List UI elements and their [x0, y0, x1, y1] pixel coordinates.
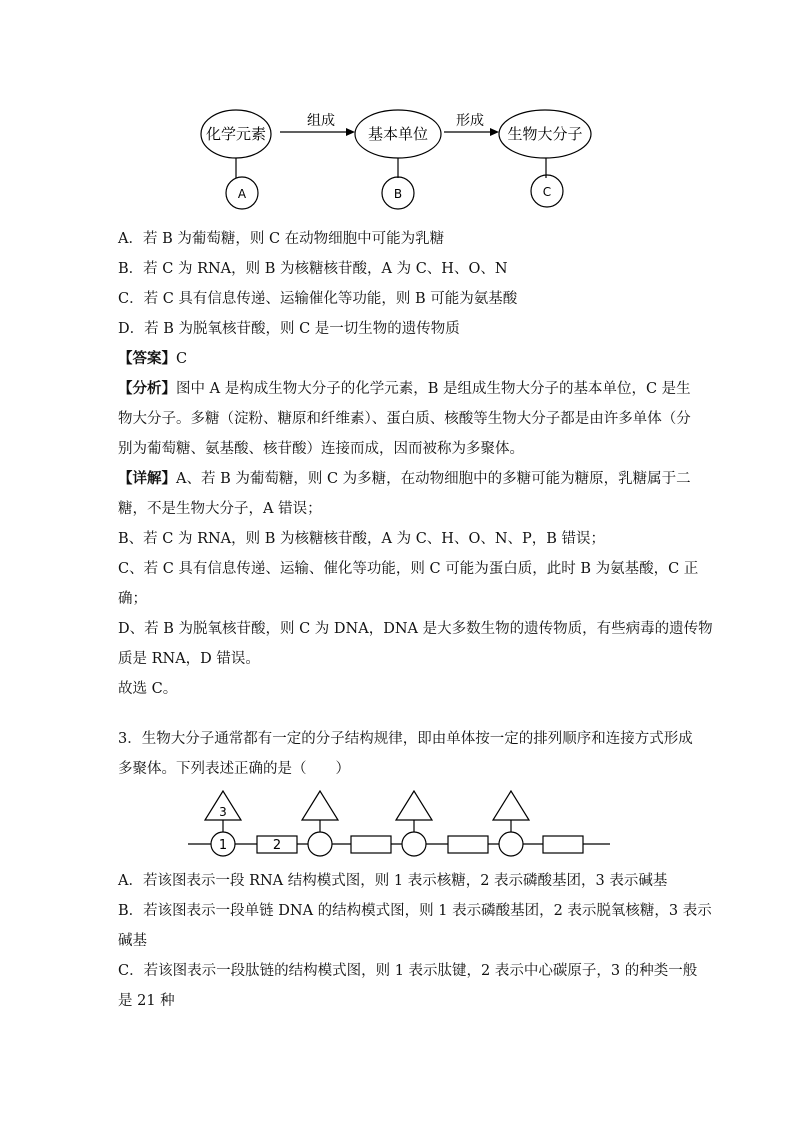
q2-detail-line-8: 故选 C。: [118, 681, 178, 697]
chain-label-2: 2: [272, 838, 282, 853]
chain-rect-4: [543, 836, 583, 853]
q3-option-c-line-1: C．若该图表示一段肽链的结构模式图，则 1 表示肽键，2 表示中心碳原子，3 的种类一般: [118, 963, 698, 979]
answer-tag: 【答案】: [118, 351, 176, 367]
chain-label-1: 1: [218, 838, 228, 853]
q2-detail-line-1: [118, 464, 691, 494]
arrow-form-head: [490, 128, 499, 136]
node-label-macromolecule: 生物大分子: [507, 125, 583, 143]
q3-options-block: [118, 866, 712, 1016]
q2-detail-line-3: B、若 C 为 RNA，则 B 为核糖核苷酸，A 为 C、H、O、N、P，B 错误；: [118, 531, 606, 547]
letter-c: C: [542, 185, 552, 199]
chain-triangle-3: [396, 791, 432, 820]
q2-detail-line-2: 糖，不是生物大分子，A 错误；: [118, 501, 322, 517]
q2-detail-line-6: D、若 B 为脱氧核苷酸，则 C 为 DNA，DNA 是大多数生物的遗传物质，有些病毒的遗传物: [118, 621, 713, 637]
q3-option-a: A．若该图表示一段 RNA 结构模式图，则 1 表示核糖，2 表示磷酸基团，3 表示碱基: [118, 873, 668, 889]
letter-a: A: [237, 187, 247, 201]
chain-circle-3: [402, 832, 426, 856]
chain-rect-3: [448, 836, 488, 853]
q2-detail-line-5: 确；: [118, 591, 147, 607]
chain-circle-2: [308, 832, 332, 856]
detail-tag: 【详解】: [118, 471, 176, 487]
chain-triangle-4: [493, 791, 529, 820]
q2-detail-line-4: C、若 C 具有信息传递、运输、催化等功能，则 C 可能为蛋白质，此时 B 为氨基酸，C 正: [118, 561, 699, 577]
chain-circle-4: [499, 832, 523, 856]
chain-rect-2: [351, 836, 391, 853]
chain-triangle-2: [302, 791, 338, 820]
q3-stem-line-2: 多聚体。下列表述正确的是（ ）: [118, 761, 350, 777]
arrow-label-compose: 组成: [307, 113, 335, 129]
q2-text-block: [118, 224, 713, 704]
q2-option-b: B．若 C 为 RNA，则 B 为核糖核苷酸，A 为 C、H、O、N: [118, 261, 508, 277]
arrow-label-form: 形成: [456, 113, 484, 129]
letter-b: B: [393, 187, 403, 201]
answer-value: C: [176, 351, 188, 367]
detail-text-1: A、若 B 为葡萄糖，则 C 为多糖，在动物细胞中的多糖可能为糖原，乳糖属于二: [176, 471, 691, 487]
q2-analysis-line-3: 别为葡萄糖、氨基酸、核苷酸）连接而成，因而被称为多聚体。: [118, 441, 524, 457]
q2-analysis-line-1: [118, 374, 691, 404]
q2-option-a: A．若 B 为葡萄糖，则 C 在动物细胞中可能为乳糖: [118, 231, 445, 247]
chain-label-3: 3: [219, 805, 227, 819]
analysis-tag: 【分析】: [118, 381, 176, 397]
analysis-text-1: 图中 A 是构成生物大分子的化学元素，B 是组成生物大分子的基本单位，C 是生: [176, 381, 691, 397]
q3-option-b-line-1: B．若该图表示一段单链 DNA 的结构模式图，则 1 表示磷酸基团，2 表示脱氧核糖，3 表示: [118, 903, 712, 919]
q2-detail-line-7: 质是 RNA，D 错误。: [118, 651, 260, 667]
q3-stem-block: [118, 724, 693, 784]
q2-option-d: D．若 B 为脱氧核苷酸，则 C 是一切生物的遗传物质: [118, 321, 460, 337]
q2-option-c: C．若 C 具有信息传递、运输催化等功能，则 B 可能为氨基酸: [118, 291, 518, 307]
node-label-unit: 基本单位: [367, 125, 429, 143]
arrow-compose-head: [346, 128, 355, 136]
composition-flow-diagram: [190, 96, 620, 216]
node-label-elements: 化学元素: [205, 125, 267, 143]
q2-answer-line: [118, 344, 678, 374]
q3-stem-line-1: 3．生物大分子通常都有一定的分子结构规律，即由单体按一定的排列顺序和连接方式形成: [118, 731, 693, 747]
q3-option-b-line-2: 碱基: [118, 933, 147, 949]
polymer-chain-diagram: [185, 788, 615, 864]
q2-analysis-line-2: 物大分子。多糖（淀粉、糖原和纤维素）、蛋白质、核酸等生物大分子都是由许多单体（分: [118, 411, 691, 427]
q3-option-c-line-2: 是 21 种: [118, 993, 175, 1009]
